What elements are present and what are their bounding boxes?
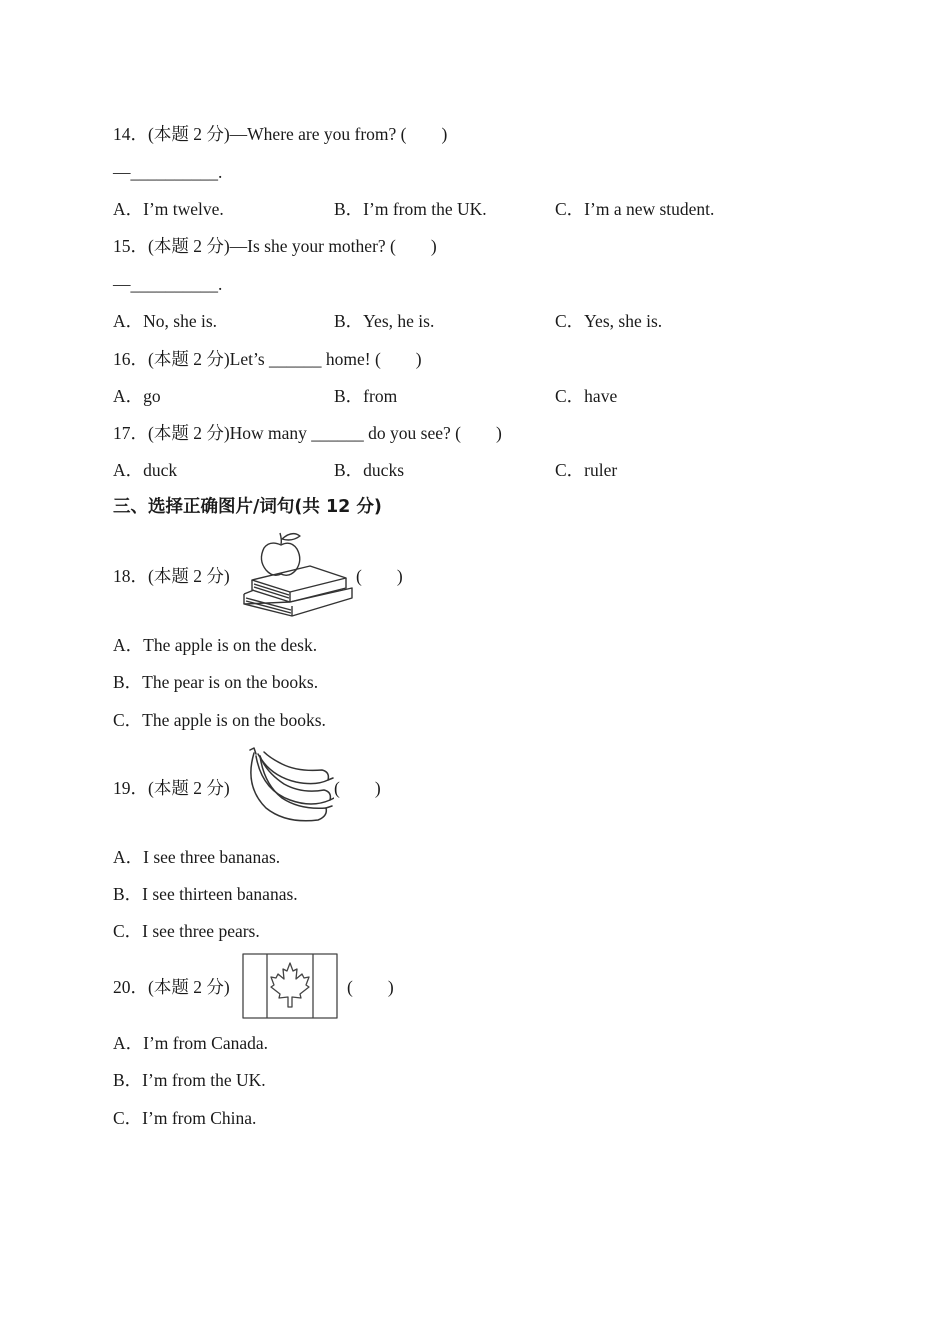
- q20-option-a[interactable]: A．I’m from Canada.: [113, 1033, 269, 1053]
- q18-label: 18．(本题 2 分): [113, 566, 230, 586]
- q16-option-b[interactable]: B．from: [334, 386, 398, 406]
- q15-option-b[interactable]: B．Yes, he is.: [334, 311, 435, 331]
- apple-on-books-icon: [240, 528, 354, 622]
- q19-option-c[interactable]: C．I see three pears.: [113, 921, 260, 941]
- q14-option-a[interactable]: A．I’m twelve.: [113, 199, 224, 219]
- q20-option-c[interactable]: C．I’m from China.: [113, 1108, 257, 1128]
- q14-option-c[interactable]: C．I’m a new student.: [555, 199, 715, 219]
- q16-stem: 16．(本题 2 分)Let’s ______ home! ( ): [113, 349, 422, 369]
- q17-option-a[interactable]: A．duck: [113, 460, 178, 480]
- q20-label: 20．(本题 2 分): [113, 977, 230, 997]
- q15-option-c[interactable]: C．Yes, she is.: [555, 311, 663, 331]
- q18-option-a[interactable]: A．The apple is on the desk.: [113, 635, 318, 655]
- q18-answer-paren: ( ): [356, 566, 403, 586]
- q18-option-b[interactable]: B．The pear is on the books.: [113, 672, 319, 692]
- q17-option-b[interactable]: B．ducks: [334, 460, 404, 480]
- q14-option-b[interactable]: B．I’m from the UK.: [334, 199, 487, 219]
- q20-answer-paren: ( ): [347, 977, 394, 997]
- q19-option-a[interactable]: A．I see three bananas.: [113, 847, 281, 867]
- q19-label: 19．(本题 2 分): [113, 778, 230, 798]
- q15-stem: 15．(本题 2 分)—Is she your mother? ( ): [113, 236, 437, 256]
- q17-option-c[interactable]: C．ruler: [555, 460, 618, 480]
- q20-option-b[interactable]: B．I’m from the UK.: [113, 1070, 266, 1090]
- q15-option-a[interactable]: A．No, she is.: [113, 311, 218, 331]
- q14-stem: 14．(本题 2 分)—Where are you from? ( ): [113, 124, 448, 144]
- q19-answer-paren: ( ): [334, 778, 381, 798]
- q17-stem: 17．(本题 2 分)How many ______ do you see? ( ): [113, 423, 502, 443]
- q16-option-a[interactable]: A．go: [113, 386, 161, 406]
- q19-option-b[interactable]: B．I see thirteen bananas.: [113, 884, 298, 904]
- q16-option-c[interactable]: C．have: [555, 386, 618, 406]
- section-3-heading: 三、选择正确图片/词句(共 12 分): [113, 497, 382, 517]
- q14-answer-blank: —__________.: [113, 162, 223, 182]
- canada-flag-icon: [242, 953, 338, 1019]
- q18-option-c[interactable]: C．The apple is on the books.: [113, 710, 326, 730]
- q15-answer-blank: —__________.: [113, 274, 223, 294]
- bananas-icon: [240, 746, 334, 826]
